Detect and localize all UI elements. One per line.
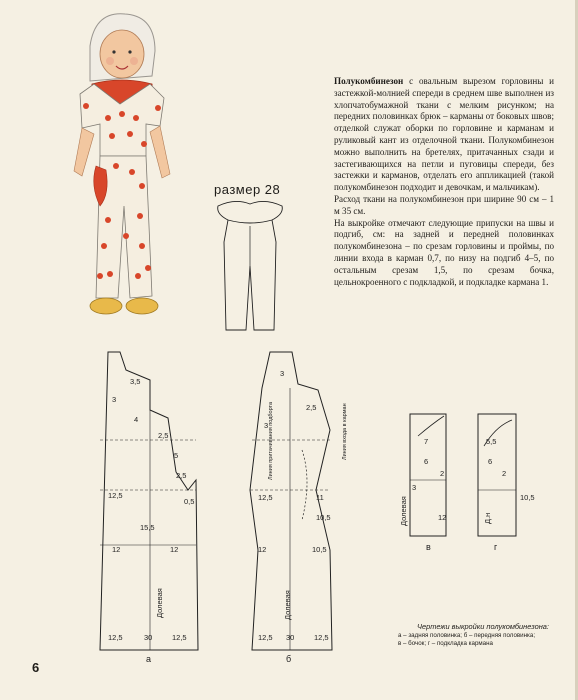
measure-b-4: 12,5 — [258, 493, 273, 502]
description-text — [334, 76, 554, 288]
grain-a: Долевая — [155, 588, 164, 618]
measure-a-4: 2,5 — [158, 431, 169, 440]
measure-g-4: 10,5 — [520, 493, 535, 502]
measure-v-3: 2 — [440, 469, 445, 478]
measure-b-8: 10,5 — [312, 545, 327, 554]
size-label: размер 28 — [214, 182, 281, 197]
label-a: а — [146, 654, 152, 664]
measure-a-10: 15,5 — [140, 523, 155, 532]
grain-v: Долевая — [399, 496, 408, 526]
caption-line-1: а – задняя половинка; б – передняя половинка; — [398, 632, 536, 639]
measure-b-9: 12,5 — [258, 633, 273, 642]
measure-a-8: 0,5 — [184, 497, 195, 506]
measure-v-5: 12 — [438, 513, 447, 522]
measure-v-1: 7 — [424, 437, 429, 446]
measure-a-6: 2,5 — [176, 471, 187, 480]
zipper-line: Линия входа в карман — [342, 403, 348, 460]
lead-term: Полукомбинезон — [334, 76, 404, 86]
measure-b-7: 12 — [258, 545, 267, 554]
pocket-line: Линия притачивания подборта — [268, 401, 274, 480]
measure-b-3: 3 — [264, 421, 269, 430]
paragraph-1 — [334, 76, 554, 194]
measure-g-2: 6 — [488, 457, 493, 466]
paragraph-2: Расход ткани на полукомбинезон при ширине 90 см – 1 м 35 см. — [334, 193, 554, 216]
measure-b-1: 3 — [280, 369, 285, 378]
measure-a-2: 3 — [112, 395, 117, 404]
measure-a-11: 12 — [170, 545, 179, 554]
measure-a-13: 30 — [144, 633, 153, 642]
label-g: г — [494, 542, 498, 552]
measure-a-3: 4 — [134, 415, 139, 424]
measure-b-11: 12,5 — [314, 633, 329, 642]
paragraph-3: На выкройке отмечают следующие припуски на швы и подгиб, см: на задней и передней половинках полукомбинезона – по срезам горловины и проймы, по линии входа в карман 0,7, по низу на подгиб 4–5, по остальным срезам 1,5, по срезам бочка, цельнокроенного с подкладкой, и подкладке кармана 1. — [334, 217, 554, 287]
measure-v-2: 6 — [424, 457, 429, 466]
measure-b-6: 10,5 — [316, 513, 331, 522]
page-number: 6 — [32, 660, 40, 675]
measure-b-2: 2,5 — [306, 403, 317, 412]
garment-flat-sketch — [200, 196, 300, 336]
diagram-caption — [398, 623, 568, 648]
label-b: б — [286, 654, 292, 664]
caption-line-2: в – бочок; г – подкладка кармана — [398, 640, 493, 647]
measure-v-4: 3 — [412, 483, 417, 492]
measure-b-5: 11 — [316, 493, 324, 502]
measure-g-1: 5,5 — [486, 437, 497, 446]
pattern-diagrams — [0, 340, 578, 670]
measure-a-5: 5 — [174, 451, 179, 460]
label-v: в — [426, 542, 431, 552]
child-in-overalls-illustration — [60, 6, 180, 336]
measure-a-1: 3,5 — [130, 377, 141, 386]
measure-g-3: 2 — [502, 469, 507, 478]
measure-b-10: 30 — [286, 633, 295, 642]
paragraph-1-body: с овальным вырезом горловины и застежкой-молнией спереди в среднем шве выполнен из хлопчатобумажной ткани с мелким рисунком; на передних половинках брюк – карманы от боковых швов; отделкой служат оборки по горловине и карманам и руликовый кант из отделочной ткани. Полукомбинезон можно выполнить на бретелях, притачанных сзади и застегивающихся на петли и пуговицы спереди, без застежки и карманов, отделать его аппликацией (такой полукомбинезон подходит и девочкам, и мальчикам). — [334, 76, 554, 193]
grain-g: Д.н — [483, 512, 492, 524]
grain-b: Долевая — [283, 590, 292, 620]
measure-a-14: 12,5 — [172, 633, 187, 642]
measure-a-7: 12,5 — [108, 491, 123, 500]
caption-title: Чертежи выкройки полукомбинезона: — [417, 622, 549, 631]
measure-a-9: 12 — [112, 545, 121, 554]
measure-a-12: 12,5 — [108, 633, 123, 642]
